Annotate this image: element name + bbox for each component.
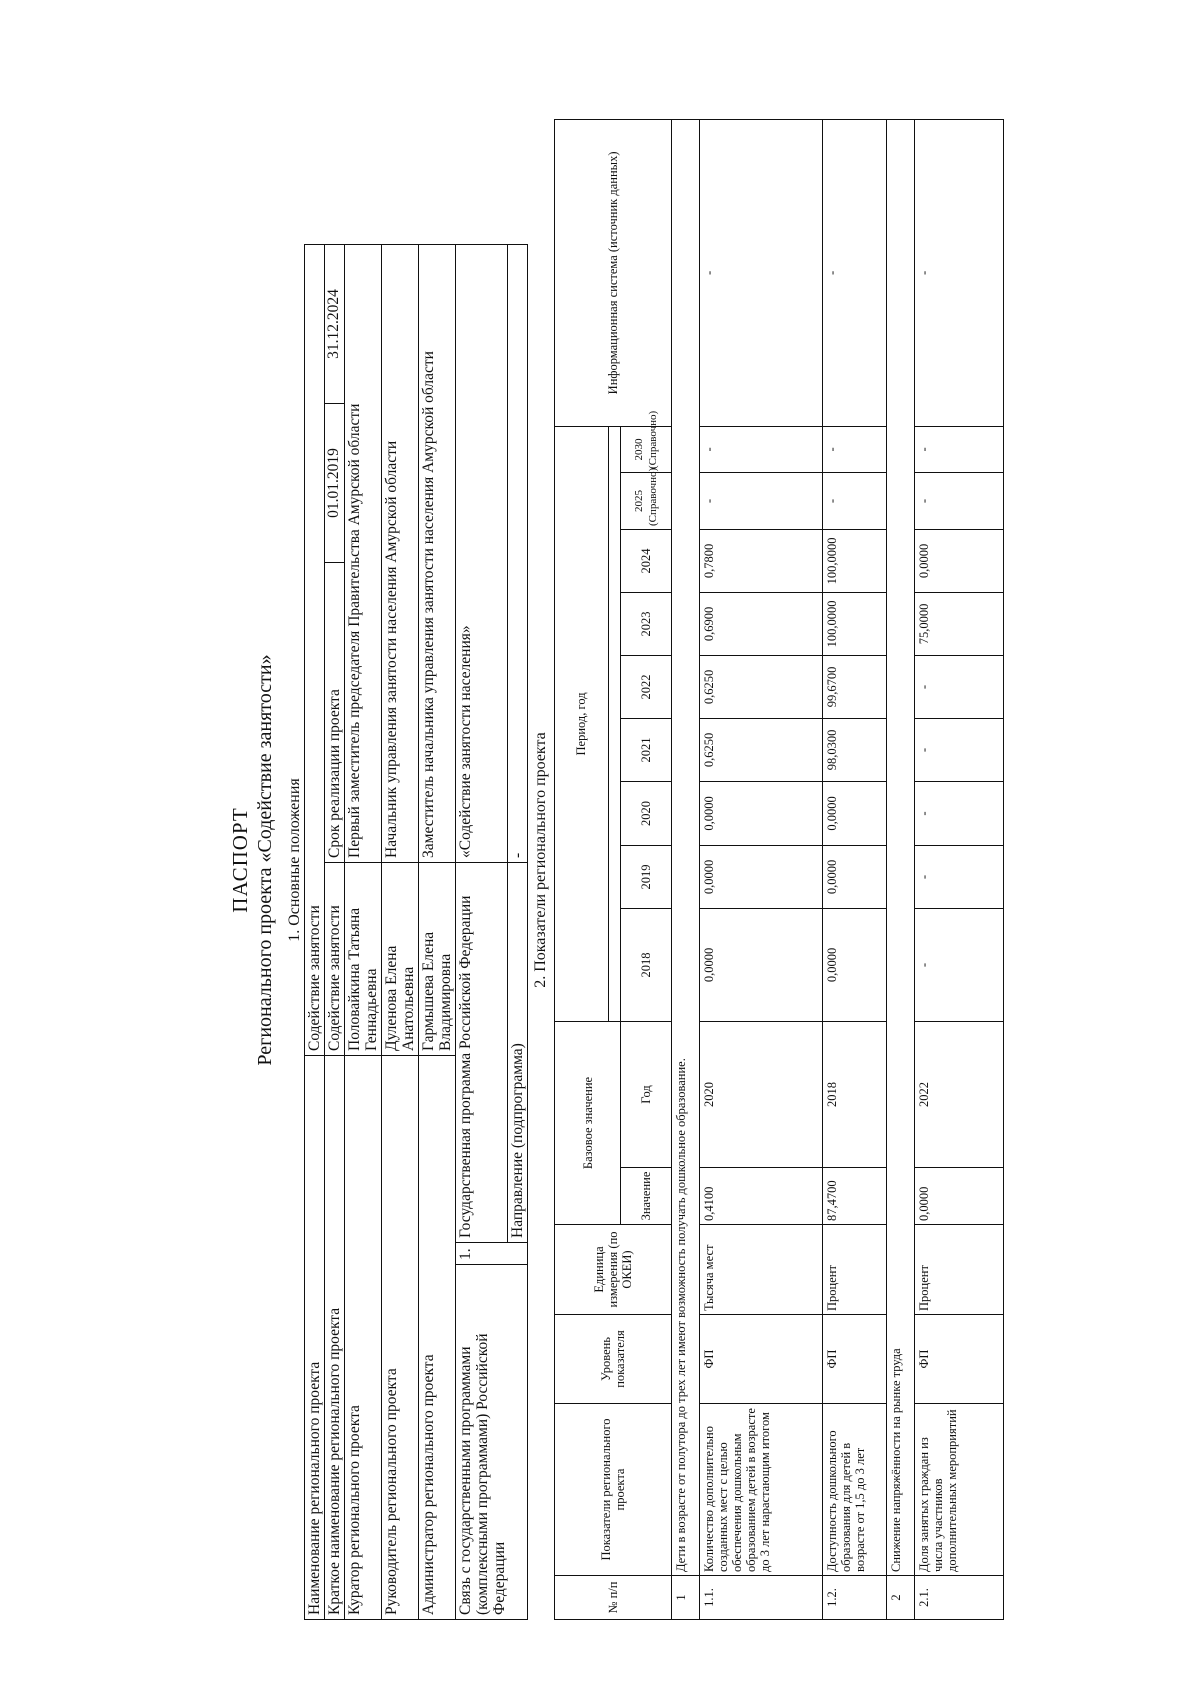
admin-label: Администратор регионального проекта xyxy=(419,1056,456,1620)
term-start xyxy=(325,244,345,562)
group-title: Дети в возрасте от полутора до трех лет имеют возможность получать дошкольное образование. xyxy=(672,119,700,1575)
header-num: № п/п xyxy=(555,1576,672,1620)
table-row xyxy=(700,119,822,1619)
table-row xyxy=(456,244,508,1619)
group-title: Снижение напряжённости на рынке труда xyxy=(886,119,914,1575)
indicators-table xyxy=(554,119,1004,1620)
term-end-date: 31.12.2024 xyxy=(325,289,342,359)
row-unit: Процент xyxy=(914,1225,1003,1315)
row-value-2020: 0,0000 xyxy=(700,781,822,845)
admin-name: Гармышева Елена Владимировна xyxy=(419,863,456,1056)
row-value-2020: 0,0000 xyxy=(822,781,886,845)
row-level: ФП xyxy=(822,1315,886,1404)
header-period: Период, год xyxy=(555,426,609,1021)
row-value-2023: 0,6900 xyxy=(700,592,822,655)
row-value-2030: - xyxy=(700,426,822,472)
row-base-year: 2020 xyxy=(700,1021,822,1167)
row-base-year: 2022 xyxy=(914,1021,1003,1167)
document-subtitle: Регионального проекта «Содействие занятости» xyxy=(254,654,276,1066)
state-program-value: «Содействие занятости населения» xyxy=(456,244,508,862)
row-value-2022: 0,6250 xyxy=(700,655,822,718)
table-row xyxy=(305,244,325,1619)
header-year-2024: 2024 xyxy=(621,529,672,592)
leader-label: Руководитель регионального проекта xyxy=(382,1056,419,1620)
header-year-2021: 2021 xyxy=(621,718,672,781)
header-period-spacer xyxy=(608,426,621,1021)
row-num: 2.1. xyxy=(914,1576,1003,1620)
short-name-label: Краткое наименование регионального проекта xyxy=(325,1056,345,1620)
row-base-value: 0,0000 xyxy=(914,1168,1003,1225)
header-base-year: Год xyxy=(621,1021,672,1167)
row-value-2025: - xyxy=(700,472,822,529)
row-info: - xyxy=(914,119,1003,426)
row-value-2022: 99,6700 xyxy=(822,655,886,718)
row-value-2025: - xyxy=(914,472,1003,529)
header-base: Базовое значение xyxy=(555,1021,621,1224)
row-value-2023: 100,0000 xyxy=(822,592,886,655)
direction-value: - xyxy=(508,244,528,862)
row-indicator: Доступность дошкольного образования для детей в возрасте от 1,5 до 3 лет xyxy=(822,1404,886,1576)
table-row xyxy=(325,244,345,1619)
admin-position: Заместитель начальника управления занятости населения Амурской области xyxy=(419,244,456,862)
row-value-2021: 0,6250 xyxy=(700,718,822,781)
row-indicator: Количество дополнительно созданных мест с целью обеспечения дошкольным образованием детей в возрасте до 3 лет нарастающим итогом xyxy=(700,1404,822,1576)
header-year-2019: 2019 xyxy=(621,845,672,908)
row-value-2024: 100,0000 xyxy=(822,529,886,592)
header-year-2018: 2018 xyxy=(621,908,672,1021)
row-value-2024: 0,7800 xyxy=(700,529,822,592)
document-title: ПАСПОРТ xyxy=(228,807,252,913)
table-row xyxy=(345,244,382,1619)
direction-label: Направление (подпрограмма) xyxy=(508,863,528,1243)
row-info: - xyxy=(700,119,822,426)
row-value-2030: - xyxy=(822,426,886,472)
row-value-2030: - xyxy=(914,426,1003,472)
row-value-2019: 0,0000 xyxy=(700,845,822,908)
header-year-2030: 2030 (Справочно) xyxy=(621,426,672,472)
curator-label: Куратор регионального проекта xyxy=(345,1056,382,1620)
row-value-2023: 75,0000 xyxy=(914,592,1003,655)
row-value-2021: 98,0300 xyxy=(822,718,886,781)
row-num: 1.2. xyxy=(822,1576,886,1620)
section2-heading: 2. Показатели регионального проекта xyxy=(532,732,549,988)
leader-name: Дуленова Елена Анатольевна xyxy=(382,863,419,1056)
table-row xyxy=(914,119,1003,1619)
header-level: Уровень показателя xyxy=(555,1315,672,1404)
table-row xyxy=(419,244,456,1619)
header-year-2022: 2022 xyxy=(621,655,672,718)
term-label: Срок реализации проекта xyxy=(325,563,345,863)
group-row xyxy=(886,119,914,1619)
row-value-2024: 0,0000 xyxy=(914,529,1003,592)
term-start-date: 01.01.2019 xyxy=(325,403,344,562)
table-header-row xyxy=(555,119,609,1619)
section1-heading: 1. Основные положения xyxy=(286,778,303,942)
row-level: ФП xyxy=(700,1315,822,1404)
header-info: Информационная система (источник данных) xyxy=(555,119,672,426)
program-number: 1. xyxy=(456,1243,528,1265)
table-row xyxy=(382,244,419,1619)
header-year-2025: 2025 (Справочно) xyxy=(621,472,672,529)
header-year-2020: 2020 xyxy=(621,781,672,845)
row-base-value: 87,4700 xyxy=(822,1168,886,1225)
group-num: 2 xyxy=(886,1576,914,1620)
row-value-2018: 0,0000 xyxy=(700,908,822,1021)
row-info: - xyxy=(822,119,886,426)
row-indicator: Доля занятых граждан из числа участников дополнительных мероприятий xyxy=(914,1404,1003,1576)
table-row xyxy=(822,119,886,1619)
project-name-value: Содействие занятости xyxy=(305,244,325,1055)
row-value-2025: - xyxy=(822,472,886,529)
row-unit: Тысяча мест xyxy=(700,1225,822,1315)
leader-position: Начальник управления занятости населения Амурской области xyxy=(382,244,419,862)
row-value-2019: 0,0000 xyxy=(822,845,886,908)
row-num: 1.1. xyxy=(700,1576,822,1620)
row-value-2022: - xyxy=(914,655,1003,718)
curator-position: Первый заместитель председателя Правительства Амурской области xyxy=(345,244,382,862)
row-unit: Процент xyxy=(822,1225,886,1315)
header-unit: Единица измерения (по ОКЕИ) xyxy=(555,1225,672,1315)
programs-link-label: Связь с государственными программами (комплексными программами) Российской Федерации xyxy=(456,1265,528,1620)
row-value-2021: - xyxy=(914,718,1003,781)
header-base-value: Значение xyxy=(621,1168,672,1225)
short-name-value: Содействие занятости xyxy=(325,863,345,1056)
header-indicator: Показатели регионального проекта xyxy=(555,1404,672,1576)
row-value-2018: 0,0000 xyxy=(822,908,886,1021)
row-base-year: 2018 xyxy=(822,1021,886,1167)
row-level: ФП xyxy=(914,1315,1003,1404)
passport-page xyxy=(220,100,1010,1620)
project-name-label: Наименование регионального проекта xyxy=(305,1056,325,1620)
row-base-value: 0,4100 xyxy=(700,1168,822,1225)
row-value-2020: - xyxy=(914,781,1003,845)
group-num: 1 xyxy=(672,1576,700,1620)
curator-name: Половайкина Татьяна Геннадьевна xyxy=(345,863,382,1056)
group-row xyxy=(672,119,700,1619)
state-program-label: Государственная программа Российской Федерации xyxy=(456,863,508,1243)
row-value-2018: - xyxy=(914,908,1003,1021)
row-value-2019: - xyxy=(914,845,1003,908)
basic-provisions-table xyxy=(304,244,528,1620)
header-year-2023: 2023 xyxy=(621,592,672,655)
